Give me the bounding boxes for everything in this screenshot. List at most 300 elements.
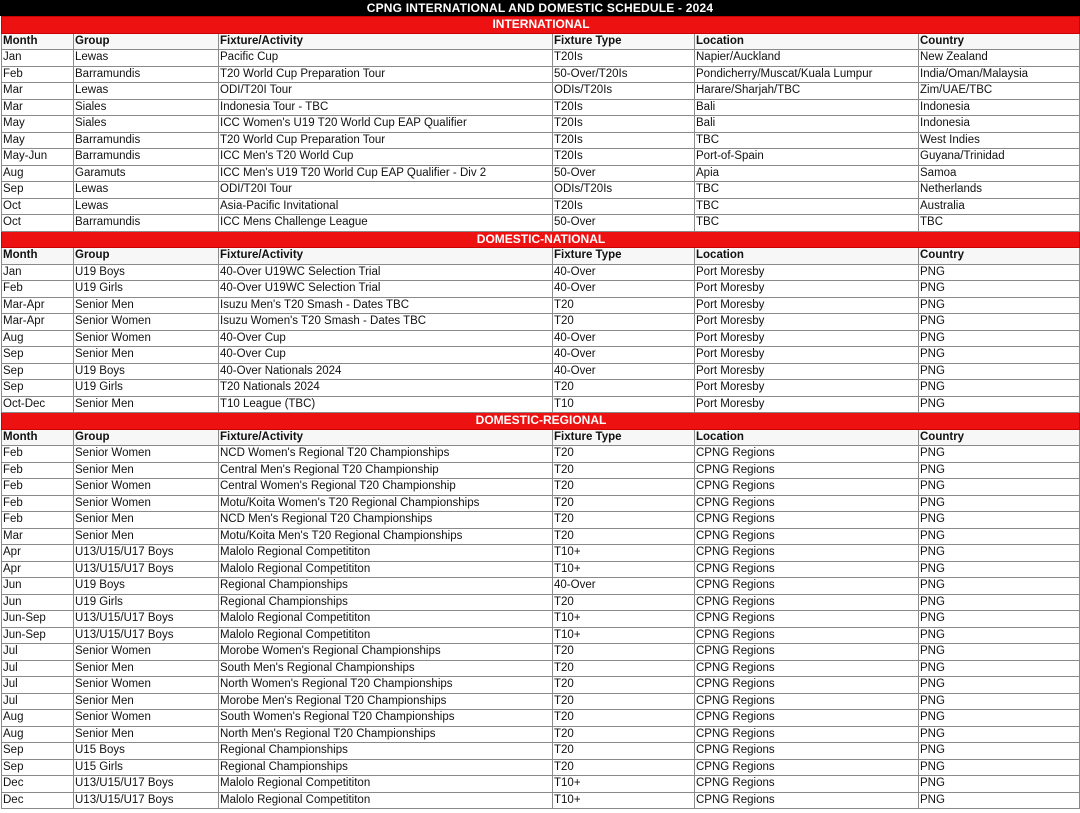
cell-fixture: Regional Championships bbox=[219, 594, 553, 611]
table-row bbox=[2, 396, 1080, 413]
cell-country: PNG bbox=[919, 264, 1080, 281]
table-row bbox=[2, 776, 1080, 793]
cell-fixture: North Men's Regional T20 Championships bbox=[219, 726, 553, 743]
cell-location: Port Moresby bbox=[695, 380, 919, 397]
cell-country: PNG bbox=[919, 677, 1080, 694]
cell-month: Mar bbox=[2, 83, 74, 100]
cell-fixture: Central Women's Regional T20 Championship bbox=[219, 479, 553, 496]
cell-country: PNG bbox=[919, 644, 1080, 661]
cell-fixture: NCD Men's Regional T20 Championships bbox=[219, 512, 553, 529]
cell-month: Jul bbox=[2, 660, 74, 677]
cell-month: Jan bbox=[2, 264, 74, 281]
cell-fixture-type: T20Is bbox=[553, 116, 695, 133]
cell-location: Port Moresby bbox=[695, 347, 919, 364]
cell-fixture-type: T10+ bbox=[553, 627, 695, 644]
cell-month: Sep bbox=[2, 380, 74, 397]
table-row bbox=[2, 149, 1080, 166]
cell-month: Aug bbox=[2, 710, 74, 727]
cell-location: Bali bbox=[695, 99, 919, 116]
cell-fixture: T20 Nationals 2024 bbox=[219, 380, 553, 397]
cell-group: U15 Boys bbox=[74, 743, 219, 760]
column-header-group: Group bbox=[74, 248, 219, 265]
cell-fixture-type: T20 bbox=[553, 759, 695, 776]
cell-fixture: 40-Over U19WC Selection Trial bbox=[219, 264, 553, 281]
cell-month: Sep bbox=[2, 759, 74, 776]
cell-fixture: Pacific Cup bbox=[219, 50, 553, 67]
cell-group: Senior Women bbox=[74, 314, 219, 331]
column-header-country: Country bbox=[919, 429, 1080, 446]
table-row bbox=[2, 50, 1080, 67]
cell-group: U19 Girls bbox=[74, 281, 219, 298]
cell-country: PNG bbox=[919, 776, 1080, 793]
cell-fixture-type: T20 bbox=[553, 594, 695, 611]
cell-fixture-type: T20 bbox=[553, 660, 695, 677]
table-row bbox=[2, 512, 1080, 529]
table-row bbox=[2, 594, 1080, 611]
table-row bbox=[2, 710, 1080, 727]
cell-location: Port Moresby bbox=[695, 264, 919, 281]
table-row bbox=[2, 215, 1080, 232]
cell-location: Port Moresby bbox=[695, 330, 919, 347]
cell-fixture: Malolo Regional Competititon bbox=[219, 776, 553, 793]
cell-month: Jan bbox=[2, 50, 74, 67]
cell-month: Jul bbox=[2, 693, 74, 710]
cell-location: Port-of-Spain bbox=[695, 149, 919, 166]
cell-month: Mar-Apr bbox=[2, 297, 74, 314]
table-row bbox=[2, 660, 1080, 677]
cell-fixture-type: 50-Over/T20Is bbox=[553, 66, 695, 83]
table-row bbox=[2, 495, 1080, 512]
cell-location: CPNG Regions bbox=[695, 660, 919, 677]
cell-country: PNG bbox=[919, 545, 1080, 562]
cell-month: Jul bbox=[2, 677, 74, 694]
cell-group: Senior Women bbox=[74, 446, 219, 463]
section-title: DOMESTIC-REGIONAL bbox=[2, 413, 1080, 430]
cell-month: May bbox=[2, 132, 74, 149]
cell-location: CPNG Regions bbox=[695, 611, 919, 628]
table-row bbox=[2, 644, 1080, 661]
cell-location: Port Moresby bbox=[695, 297, 919, 314]
cell-month: Jul bbox=[2, 644, 74, 661]
cell-fixture-type: T20 bbox=[553, 495, 695, 512]
table-row bbox=[2, 479, 1080, 496]
cell-group: Barramundis bbox=[74, 215, 219, 232]
cell-fixture-type: 50-Over bbox=[553, 215, 695, 232]
table-row bbox=[2, 297, 1080, 314]
cell-fixture-type: T20Is bbox=[553, 99, 695, 116]
cell-month: Mar bbox=[2, 99, 74, 116]
section-header bbox=[2, 17, 1080, 34]
section-title: DOMESTIC-NATIONAL bbox=[2, 231, 1080, 248]
cell-location: CPNG Regions bbox=[695, 561, 919, 578]
cell-fixture: 40-Over Cup bbox=[219, 347, 553, 364]
cell-location: Harare/Sharjah/TBC bbox=[695, 83, 919, 100]
cell-fixture-type: 40-Over bbox=[553, 578, 695, 595]
cell-country: PNG bbox=[919, 561, 1080, 578]
cell-month: Feb bbox=[2, 462, 74, 479]
table-row bbox=[2, 578, 1080, 595]
cell-fixture-type: T20 bbox=[553, 380, 695, 397]
cell-country: PNG bbox=[919, 281, 1080, 298]
cell-country: PNG bbox=[919, 479, 1080, 496]
cell-month: Apr bbox=[2, 545, 74, 562]
cell-country: Indonesia bbox=[919, 99, 1080, 116]
table-row bbox=[2, 677, 1080, 694]
cell-month: Sep bbox=[2, 182, 74, 199]
cell-fixture: Isuzu Men's T20 Smash - Dates TBC bbox=[219, 297, 553, 314]
cell-fixture-type: T10+ bbox=[553, 545, 695, 562]
cell-month: Mar-Apr bbox=[2, 314, 74, 331]
cell-group: U13/U15/U17 Boys bbox=[74, 561, 219, 578]
cell-location: CPNG Regions bbox=[695, 710, 919, 727]
cell-fixture: Malolo Regional Competititon bbox=[219, 792, 553, 809]
cell-fixture: Isuzu Women's T20 Smash - Dates TBC bbox=[219, 314, 553, 331]
column-header-row bbox=[2, 248, 1080, 265]
table-row bbox=[2, 611, 1080, 628]
cell-group: U19 Girls bbox=[74, 594, 219, 611]
cell-fixture-type: ODIs/T20Is bbox=[553, 83, 695, 100]
cell-group: U19 Boys bbox=[74, 363, 219, 380]
cell-group: Senior Women bbox=[74, 495, 219, 512]
cell-fixture-type: T20 bbox=[553, 462, 695, 479]
column-header-country: Country bbox=[919, 248, 1080, 265]
cell-fixture-type: T10+ bbox=[553, 792, 695, 809]
cell-location: CPNG Regions bbox=[695, 776, 919, 793]
cell-location: Port Moresby bbox=[695, 363, 919, 380]
cell-location: CPNG Regions bbox=[695, 759, 919, 776]
cell-group: Senior Men bbox=[74, 726, 219, 743]
cell-location: CPNG Regions bbox=[695, 528, 919, 545]
cell-location: CPNG Regions bbox=[695, 578, 919, 595]
cell-fixture: NCD Women's Regional T20 Championships bbox=[219, 446, 553, 463]
cell-location: CPNG Regions bbox=[695, 644, 919, 661]
cell-fixture: ICC Men's U19 T20 World Cup EAP Qualifier - Div 2 bbox=[219, 165, 553, 182]
column-header-fixture-type: Fixture Type bbox=[553, 429, 695, 446]
cell-fixture-type: T20 bbox=[553, 446, 695, 463]
cell-month: Aug bbox=[2, 726, 74, 743]
schedule-table-body bbox=[2, 17, 1080, 809]
cell-group: Barramundis bbox=[74, 149, 219, 166]
column-header-fixture: Fixture/Activity bbox=[219, 429, 553, 446]
cell-fixture: Regional Championships bbox=[219, 578, 553, 595]
table-row bbox=[2, 347, 1080, 364]
cell-country: PNG bbox=[919, 660, 1080, 677]
cell-fixture: ICC Women's U19 T20 World Cup EAP Qualifier bbox=[219, 116, 553, 133]
cell-fixture-type: T20 bbox=[553, 479, 695, 496]
cell-fixture-type: T10+ bbox=[553, 561, 695, 578]
cell-fixture: Regional Championships bbox=[219, 743, 553, 760]
cell-location: TBC bbox=[695, 182, 919, 199]
cell-fixture: Asia-Pacific Invitational bbox=[219, 198, 553, 215]
table-row bbox=[2, 528, 1080, 545]
table-row bbox=[2, 132, 1080, 149]
cell-fixture: ICC Mens Challenge League bbox=[219, 215, 553, 232]
column-header-month: Month bbox=[2, 429, 74, 446]
cell-group: Siales bbox=[74, 99, 219, 116]
cell-country: PNG bbox=[919, 363, 1080, 380]
cell-fixture: South Men's Regional Championships bbox=[219, 660, 553, 677]
cell-location: CPNG Regions bbox=[695, 495, 919, 512]
cell-fixture: Indonesia Tour - TBC bbox=[219, 99, 553, 116]
cell-group: Lewas bbox=[74, 50, 219, 67]
cell-location: CPNG Regions bbox=[695, 446, 919, 463]
cell-fixture: ODI/T20I Tour bbox=[219, 182, 553, 199]
cell-group: U19 Boys bbox=[74, 578, 219, 595]
cell-group: Lewas bbox=[74, 83, 219, 100]
cell-fixture: Malolo Regional Competititon bbox=[219, 611, 553, 628]
cell-month: Oct bbox=[2, 198, 74, 215]
cell-group: Senior Men bbox=[74, 512, 219, 529]
cell-group: U19 Girls bbox=[74, 380, 219, 397]
cell-month: Feb bbox=[2, 479, 74, 496]
cell-location: CPNG Regions bbox=[695, 462, 919, 479]
cell-country: Australia bbox=[919, 198, 1080, 215]
cell-group: Senior Men bbox=[74, 297, 219, 314]
cell-fixture-type: T20Is bbox=[553, 132, 695, 149]
cell-country: India/Oman/Malaysia bbox=[919, 66, 1080, 83]
cell-country: PNG bbox=[919, 528, 1080, 545]
cell-country: PNG bbox=[919, 693, 1080, 710]
cell-fixture: Morobe Women's Regional Championships bbox=[219, 644, 553, 661]
cell-fixture: North Women's Regional T20 Championships bbox=[219, 677, 553, 694]
cell-country: Guyana/Trinidad bbox=[919, 149, 1080, 166]
cell-fixture-type: ODIs/T20Is bbox=[553, 182, 695, 199]
table-row bbox=[2, 314, 1080, 331]
schedule-title: CPNG INTERNATIONAL AND DOMESTIC SCHEDULE - 2024 bbox=[0, 0, 1080, 16]
cell-month: May bbox=[2, 116, 74, 133]
cell-fixture: Malolo Regional Competititon bbox=[219, 627, 553, 644]
cell-fixture: T10 League (TBC) bbox=[219, 396, 553, 413]
cell-country: TBC bbox=[919, 215, 1080, 232]
cell-group: Senior Men bbox=[74, 528, 219, 545]
cell-group: Senior Women bbox=[74, 677, 219, 694]
cell-country: PNG bbox=[919, 297, 1080, 314]
cell-location: CPNG Regions bbox=[695, 677, 919, 694]
cell-month: Feb bbox=[2, 446, 74, 463]
column-header-month: Month bbox=[2, 33, 74, 50]
cell-location: TBC bbox=[695, 132, 919, 149]
table-row bbox=[2, 726, 1080, 743]
cell-month: May-Jun bbox=[2, 149, 74, 166]
schedule-table bbox=[1, 16, 1080, 809]
cell-fixture: South Women's Regional T20 Championships bbox=[219, 710, 553, 727]
table-row bbox=[2, 363, 1080, 380]
cell-fixture-type: T10+ bbox=[553, 776, 695, 793]
table-row bbox=[2, 330, 1080, 347]
table-row bbox=[2, 446, 1080, 463]
table-row bbox=[2, 182, 1080, 199]
cell-group: Siales bbox=[74, 116, 219, 133]
cell-location: TBC bbox=[695, 198, 919, 215]
cell-month: Jun bbox=[2, 594, 74, 611]
cell-location: CPNG Regions bbox=[695, 479, 919, 496]
cell-country: PNG bbox=[919, 462, 1080, 479]
cell-group: U19 Boys bbox=[74, 264, 219, 281]
cell-location: CPNG Regions bbox=[695, 693, 919, 710]
cell-location: Port Moresby bbox=[695, 281, 919, 298]
cell-fixture-type: 50-Over bbox=[553, 165, 695, 182]
cell-month: Sep bbox=[2, 347, 74, 364]
cell-group: Senior Men bbox=[74, 347, 219, 364]
cell-month: Jun bbox=[2, 578, 74, 595]
column-header-fixture: Fixture/Activity bbox=[219, 33, 553, 50]
column-header-group: Group bbox=[74, 33, 219, 50]
cell-location: Port Moresby bbox=[695, 396, 919, 413]
cell-month: Feb bbox=[2, 66, 74, 83]
cell-group: Senior Men bbox=[74, 462, 219, 479]
cell-location: Port Moresby bbox=[695, 314, 919, 331]
cell-group: U15 Girls bbox=[74, 759, 219, 776]
cell-location: CPNG Regions bbox=[695, 594, 919, 611]
cell-country: Zim/UAE/TBC bbox=[919, 83, 1080, 100]
cell-fixture-type: 40-Over bbox=[553, 363, 695, 380]
cell-location: CPNG Regions bbox=[695, 792, 919, 809]
cell-month: Aug bbox=[2, 330, 74, 347]
section-header bbox=[2, 231, 1080, 248]
cell-fixture-type: T20Is bbox=[553, 50, 695, 67]
cell-fixture: Motu/Koita Women's T20 Regional Championships bbox=[219, 495, 553, 512]
cell-country: PNG bbox=[919, 512, 1080, 529]
cell-group: Senior Women bbox=[74, 330, 219, 347]
column-header-group: Group bbox=[74, 429, 219, 446]
column-header-location: Location bbox=[695, 248, 919, 265]
table-row bbox=[2, 462, 1080, 479]
cell-fixture-type: 40-Over bbox=[553, 281, 695, 298]
cell-country: PNG bbox=[919, 495, 1080, 512]
table-row bbox=[2, 561, 1080, 578]
table-row bbox=[2, 792, 1080, 809]
cell-country: PNG bbox=[919, 314, 1080, 331]
cell-fixture: ODI/T20I Tour bbox=[219, 83, 553, 100]
cell-country: New Zealand bbox=[919, 50, 1080, 67]
cell-group: Lewas bbox=[74, 182, 219, 199]
column-header-country: Country bbox=[919, 33, 1080, 50]
cell-fixture-type: T20Is bbox=[553, 149, 695, 166]
cell-fixture: 40-Over U19WC Selection Trial bbox=[219, 281, 553, 298]
cell-group: Senior Men bbox=[74, 693, 219, 710]
cell-location: CPNG Regions bbox=[695, 545, 919, 562]
cell-fixture-type: T20 bbox=[553, 528, 695, 545]
cell-month: Sep bbox=[2, 743, 74, 760]
cell-fixture: Malolo Regional Competititon bbox=[219, 561, 553, 578]
cell-fixture: Malolo Regional Competititon bbox=[219, 545, 553, 562]
cell-fixture: 40-Over Nationals 2024 bbox=[219, 363, 553, 380]
cell-country: PNG bbox=[919, 380, 1080, 397]
table-row bbox=[2, 165, 1080, 182]
cell-group: Senior Women bbox=[74, 644, 219, 661]
table-row bbox=[2, 116, 1080, 133]
cell-fixture: Regional Championships bbox=[219, 759, 553, 776]
column-header-fixture-type: Fixture Type bbox=[553, 248, 695, 265]
column-header-fixture-type: Fixture Type bbox=[553, 33, 695, 50]
cell-country: PNG bbox=[919, 330, 1080, 347]
cell-month: Mar bbox=[2, 528, 74, 545]
cell-fixture-type: T10 bbox=[553, 396, 695, 413]
table-row bbox=[2, 380, 1080, 397]
cell-fixture-type: 40-Over bbox=[553, 264, 695, 281]
cell-country: West Indies bbox=[919, 132, 1080, 149]
cell-month: Feb bbox=[2, 281, 74, 298]
cell-fixture-type: T20 bbox=[553, 512, 695, 529]
cell-location: Pondicherry/Muscat/Kuala Lumpur bbox=[695, 66, 919, 83]
cell-fixture-type: T20 bbox=[553, 726, 695, 743]
cell-fixture: T20 World Cup Preparation Tour bbox=[219, 132, 553, 149]
cell-fixture: T20 World Cup Preparation Tour bbox=[219, 66, 553, 83]
cell-group: Senior Women bbox=[74, 710, 219, 727]
table-row bbox=[2, 743, 1080, 760]
cell-country: PNG bbox=[919, 578, 1080, 595]
cell-country: PNG bbox=[919, 611, 1080, 628]
cell-country: PNG bbox=[919, 743, 1080, 760]
column-header-fixture: Fixture/Activity bbox=[219, 248, 553, 265]
cell-country: PNG bbox=[919, 710, 1080, 727]
cell-month: Feb bbox=[2, 512, 74, 529]
cell-country: PNG bbox=[919, 446, 1080, 463]
cell-month: Feb bbox=[2, 495, 74, 512]
cell-country: Indonesia bbox=[919, 116, 1080, 133]
table-row bbox=[2, 99, 1080, 116]
cell-fixture-type: 40-Over bbox=[553, 330, 695, 347]
cell-month: Oct bbox=[2, 215, 74, 232]
cell-location: CPNG Regions bbox=[695, 743, 919, 760]
cell-fixture-type: T20 bbox=[553, 743, 695, 760]
cell-group: Barramundis bbox=[74, 132, 219, 149]
cell-fixture-type: T20 bbox=[553, 677, 695, 694]
cell-month: Sep bbox=[2, 363, 74, 380]
cell-month: Apr bbox=[2, 561, 74, 578]
cell-group: Senior Women bbox=[74, 479, 219, 496]
cell-group: Barramundis bbox=[74, 66, 219, 83]
cell-fixture: Central Men's Regional T20 Championship bbox=[219, 462, 553, 479]
cell-group: Garamuts bbox=[74, 165, 219, 182]
cell-group: Senior Men bbox=[74, 396, 219, 413]
table-row bbox=[2, 281, 1080, 298]
cell-country: Samoa bbox=[919, 165, 1080, 182]
table-row bbox=[2, 198, 1080, 215]
cell-country: PNG bbox=[919, 347, 1080, 364]
cell-month: Dec bbox=[2, 792, 74, 809]
cell-location: Apia bbox=[695, 165, 919, 182]
cell-country: PNG bbox=[919, 396, 1080, 413]
cell-fixture: Morobe Men's Regional T20 Championships bbox=[219, 693, 553, 710]
cell-group: U13/U15/U17 Boys bbox=[74, 776, 219, 793]
cell-location: TBC bbox=[695, 215, 919, 232]
table-row bbox=[2, 264, 1080, 281]
column-header-location: Location bbox=[695, 429, 919, 446]
section-title: INTERNATIONAL bbox=[2, 17, 1080, 34]
cell-fixture-type: T20 bbox=[553, 644, 695, 661]
cell-country: PNG bbox=[919, 759, 1080, 776]
cell-country: PNG bbox=[919, 627, 1080, 644]
cell-fixture: Motu/Koita Men's T20 Regional Championships bbox=[219, 528, 553, 545]
cell-location: CPNG Regions bbox=[695, 726, 919, 743]
cell-fixture-type: 40-Over bbox=[553, 347, 695, 364]
column-header-month: Month bbox=[2, 248, 74, 265]
column-header-location: Location bbox=[695, 33, 919, 50]
table-row bbox=[2, 66, 1080, 83]
table-row bbox=[2, 759, 1080, 776]
cell-group: U13/U15/U17 Boys bbox=[74, 627, 219, 644]
cell-month: Dec bbox=[2, 776, 74, 793]
cell-month: Oct-Dec bbox=[2, 396, 74, 413]
cell-group: U13/U15/U17 Boys bbox=[74, 611, 219, 628]
cell-month: Jun-Sep bbox=[2, 627, 74, 644]
cell-fixture-type: T20Is bbox=[553, 198, 695, 215]
cell-fixture-type: T20 bbox=[553, 710, 695, 727]
cell-month: Aug bbox=[2, 165, 74, 182]
column-header-row bbox=[2, 33, 1080, 50]
cell-group: Senior Men bbox=[74, 660, 219, 677]
